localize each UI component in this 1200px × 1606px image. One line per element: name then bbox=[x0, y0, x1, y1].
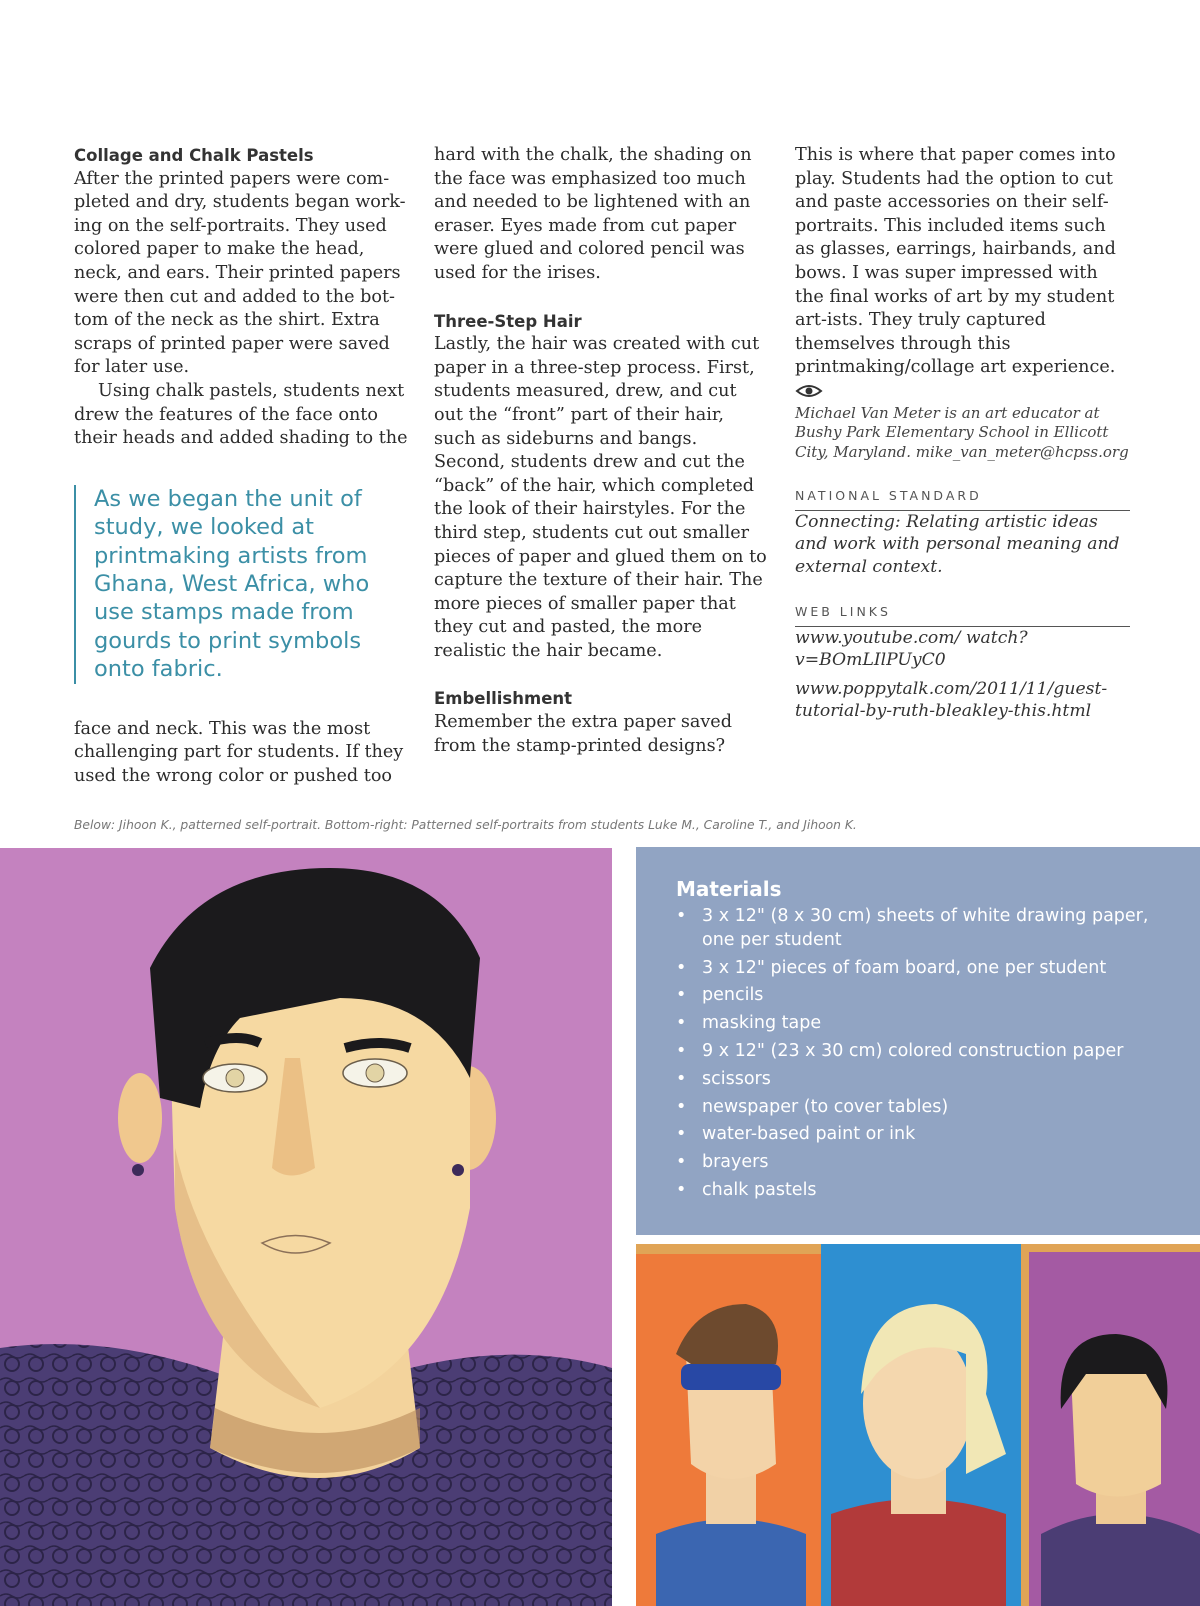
paragraph bbox=[795, 144, 1130, 404]
column-1 bbox=[74, 144, 409, 788]
list-item: • pencils bbox=[676, 984, 1176, 1008]
list-item: • masking tape bbox=[676, 1012, 1176, 1036]
list-item: • 9 x 12" (23 x 30 cm) colored construction paper bbox=[676, 1040, 1176, 1064]
materials-list bbox=[676, 905, 1176, 1207]
list-item: • newspaper (to cover tables) bbox=[676, 1096, 1176, 1120]
paragraph: Lastly, the hair was created with cut paper in a three-step process. First, students measured, drew, and cut out the “front” part of their hair, such as sideburns and bangs. Second, students drew and cut the “back” of the hair, which completed the look of their hairstyles. For the third step, students cut out smaller pieces of paper and glued them on to capture the texture of their hair. The more pieces of smaller paper that they cut and pasted, the more realistic the hair became. bbox=[434, 334, 767, 661]
paragraph: After the printed papers were com-pleted and dry, students began work-ing on the self-portraits. They used colored paper to make the head, neck, and ears. Their printed papers were then cut and added to the bot-tom of the neck as the shirt. Extra scraps of printed paper were saved for later use. bbox=[74, 168, 406, 378]
national-standard-label: NATIONAL STANDARD bbox=[795, 484, 1130, 511]
paragraph: Remember the extra paper saved from the stamp-printed designs? bbox=[434, 712, 732, 756]
self-portrait-illustration bbox=[0, 848, 627, 1606]
list-item: • water-based paint or ink bbox=[676, 1123, 1176, 1147]
column-2 bbox=[434, 144, 769, 758]
list-item: • chalk pastels bbox=[676, 1179, 1176, 1203]
paragraph: face and neck. This was the most challenging part for students. If they used the wrong color or pushed too bbox=[74, 718, 404, 786]
section-heading: Collage and Chalk Pastels bbox=[74, 146, 314, 165]
list-item: • brayers bbox=[676, 1151, 1176, 1175]
materials-panel bbox=[636, 847, 1200, 1235]
photo-caption: Below: Jihoon K., patterned self-portrait. Bottom-right: Patterned self-portraits from students Luke M., Caroline T., and Jihoon K. bbox=[74, 818, 857, 832]
web-link[interactable]: www.poppytalk.com/2011/11/guest-tutorial-by-ruth-bleakley-this.html bbox=[795, 678, 1108, 722]
three-portraits-illustration bbox=[636, 1244, 1200, 1606]
web-link[interactable]: www.youtube.com/ watch?v=BOmLIlPUyC0 bbox=[795, 627, 1028, 671]
column-3 bbox=[795, 144, 1130, 723]
end-mark-icon bbox=[795, 383, 823, 399]
list-item: • scissors bbox=[676, 1068, 1176, 1092]
web-links-label: WEB LINKS bbox=[795, 600, 1130, 627]
paragraph-text: This is where that paper comes into play. Students had the option to cut and paste accessories on their self-portraits. This included items such as glasses, earrings, hairbands, and bows. I was super impressed with the final works of art by my student art-ists. They truly captured themselves through this printmaking/collage art experience. bbox=[795, 145, 1116, 378]
author-byline: Michael Van Meter is an art educator at Bushy Park Elementary School in Ellicott City, Maryland. mike_van_meter@hcpss.org bbox=[795, 403, 1129, 461]
paragraph: hard with the chalk, the shading on the face was emphasized too much and needed to be lightened with an eraser. Eyes made from cut paper were glued and colored pencil was used for the irises. bbox=[434, 145, 752, 283]
list-item: • 3 x 12" pieces of foam board, one per student bbox=[676, 957, 1176, 981]
paragraph: Using chalk pastels, students next drew the features of the face onto their heads and added shading to the bbox=[74, 380, 408, 449]
three-portraits-photo bbox=[636, 1244, 1200, 1606]
materials-title: Materials bbox=[676, 877, 782, 901]
section-heading: Embellishment bbox=[434, 689, 573, 709]
pull-quote: As we began the unit of study, we looked at printmaking artists from Ghana, West Africa, who use stamps made from gourds to print symbols onto fabric. bbox=[74, 485, 409, 684]
national-standard-text: Connecting: Relating artistic ideas and work with personal meaning and external context. bbox=[795, 511, 1120, 577]
self-portrait-photo bbox=[0, 848, 627, 1606]
list-item: • 3 x 12" (8 x 30 cm) sheets of white drawing paper, one per student bbox=[676, 905, 1176, 953]
section-heading: Three-Step Hair bbox=[434, 311, 582, 331]
